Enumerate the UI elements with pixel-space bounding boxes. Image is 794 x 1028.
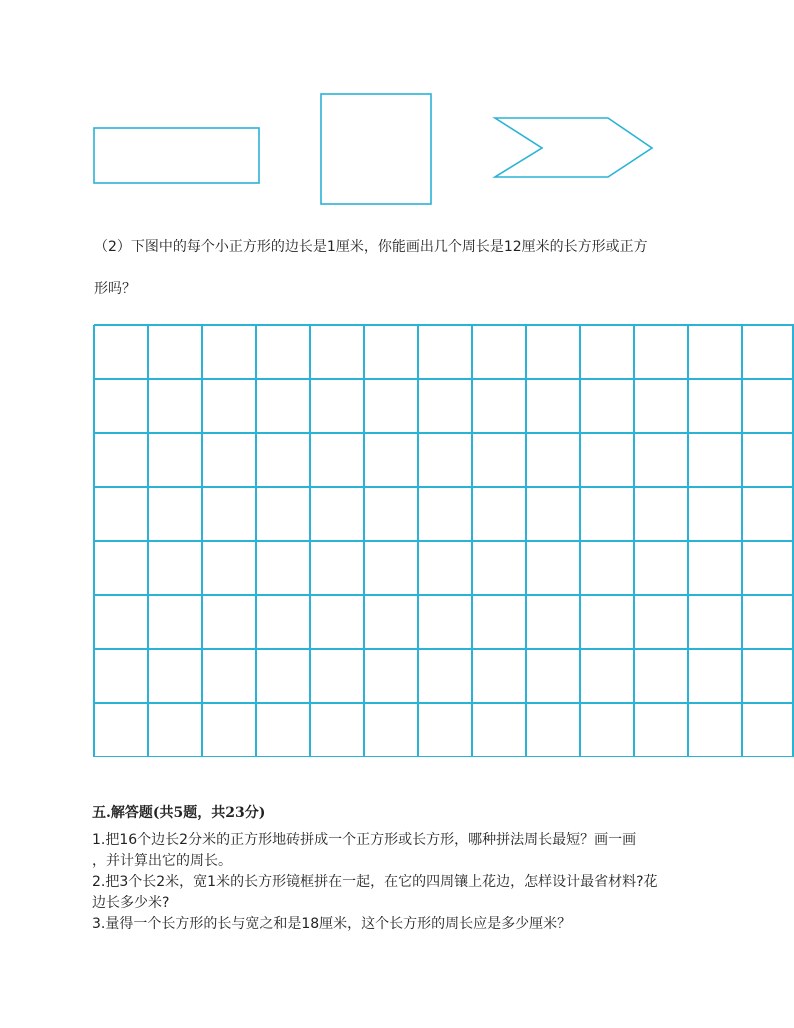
rectangle-shape xyxy=(94,128,259,183)
shapes-figure xyxy=(0,0,794,220)
problem-line: ，并计算出它的周长。 xyxy=(92,853,232,869)
square-grid xyxy=(92,323,794,757)
section-5-title: 五.解答题(共5题，共23分) xyxy=(92,805,266,821)
section-5 xyxy=(92,802,712,935)
problem-line: 2.把3个长2米，宽1米的长方形镜框拼在一起，在它的四周镶上花边，怎样设计最省材料?花 xyxy=(92,874,658,890)
question-2 xyxy=(94,239,714,297)
problem-line: 1.把16个边长2分米的正方形地砖拼成一个正方形或长方形，哪种拼法周长最短？画一画 xyxy=(92,832,637,848)
arrow-pentagon-shape xyxy=(495,118,652,177)
square-shape xyxy=(321,94,431,204)
question-2-line1: （2）下图中的每个小正方形的边长是1厘米，你能画出几个周长是12厘米的长方形或正方 xyxy=(94,239,648,255)
problem-line: 边长多少米? xyxy=(92,895,170,911)
problem-line: 3.量得一个长方形的长与宽之和是18厘米，这个长方形的周长应是多少厘米？ xyxy=(92,916,572,932)
question-2-line2: 形吗？ xyxy=(94,281,136,297)
